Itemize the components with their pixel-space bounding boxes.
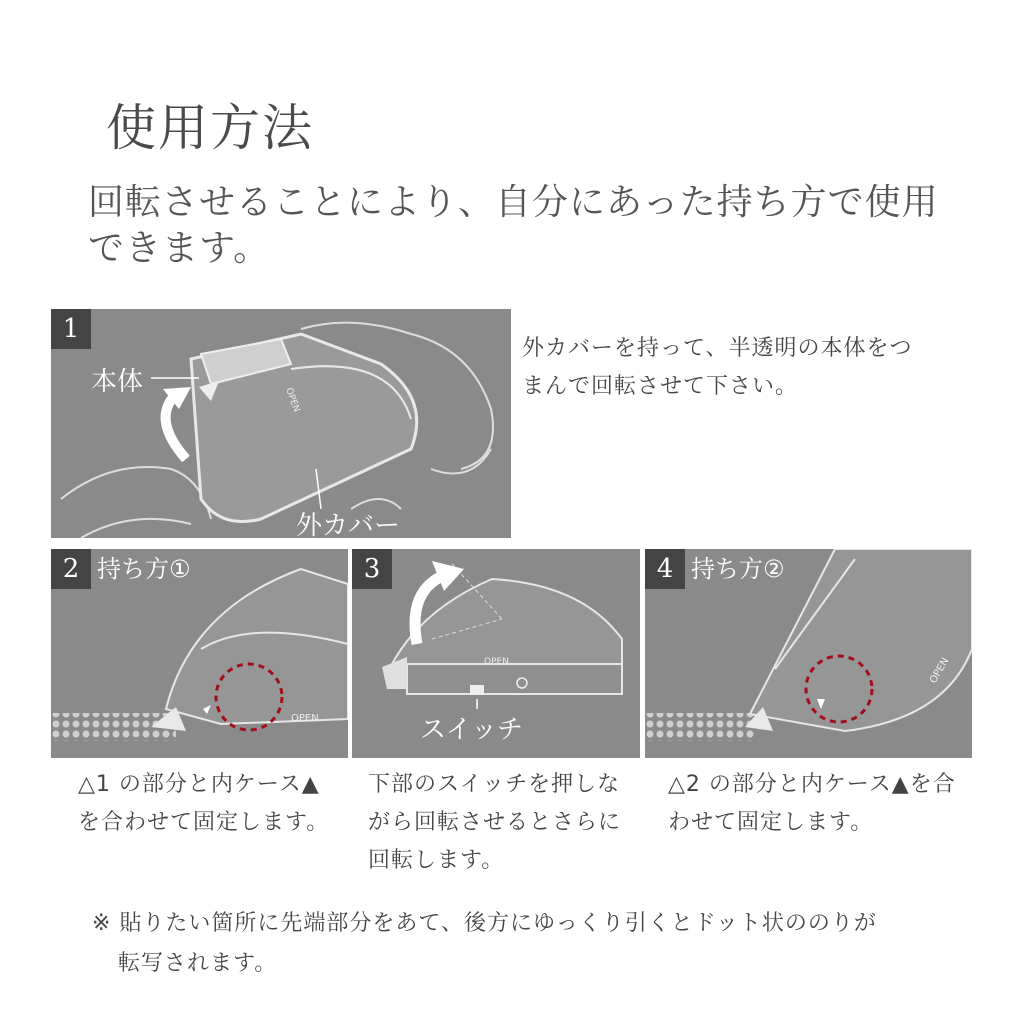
step-3-description: 下部のスイッチを押しながら回転させるとさらに回転します。 — [368, 772, 622, 873]
footnote-line-1: ※ 貼りたい箇所に先端部分をあて、後方にゆっくり引くとドット状ののりが — [92, 911, 877, 936]
footnote-line-2: 転写されます。 — [118, 951, 278, 976]
page-title: 使用方法 — [106, 99, 314, 157]
step-1-badge: 1 — [51, 309, 91, 349]
page-subtitle: 回転させることにより、自分にあった持ち方で使用できます。 — [88, 182, 939, 269]
step-3-label-switch: スイッチ — [420, 715, 523, 745]
step-3-badge: 3 — [352, 549, 392, 589]
step-4-panel — [645, 549, 972, 758]
step-3-device-open-text: OPEN — [484, 657, 509, 667]
step-3-panel — [352, 549, 640, 758]
footnote — [92, 904, 972, 984]
step-2-badge: 2 — [51, 549, 91, 589]
step-1-panel — [51, 309, 511, 538]
step-4-badge: 4 — [645, 549, 685, 589]
step-2-title: 持ち方① — [97, 555, 191, 583]
step-1-description: 外カバーを持って、半透明の本体をつまんで回転させて下さい。 — [522, 336, 913, 399]
step-4-title: 持ち方② — [691, 555, 785, 583]
step-1-label-body: 本体 — [91, 367, 144, 397]
step-4-device-open-text: OPEN — [928, 656, 952, 686]
step-2-illustration — [51, 549, 348, 758]
step-4-description: △2 の部分と内ケース▲を合わせて固定します。 — [668, 772, 956, 835]
step-2-description: △1 の部分と内ケース▲を合わせて固定します。 — [78, 772, 330, 835]
step-2-device-open-text: OPEN — [291, 713, 319, 724]
step-1-illustration — [51, 309, 511, 538]
step-1-device-open-text: OPEN — [283, 386, 302, 414]
step-2-panel — [51, 549, 348, 758]
step-1-label-cover: 外カバー — [296, 511, 401, 538]
